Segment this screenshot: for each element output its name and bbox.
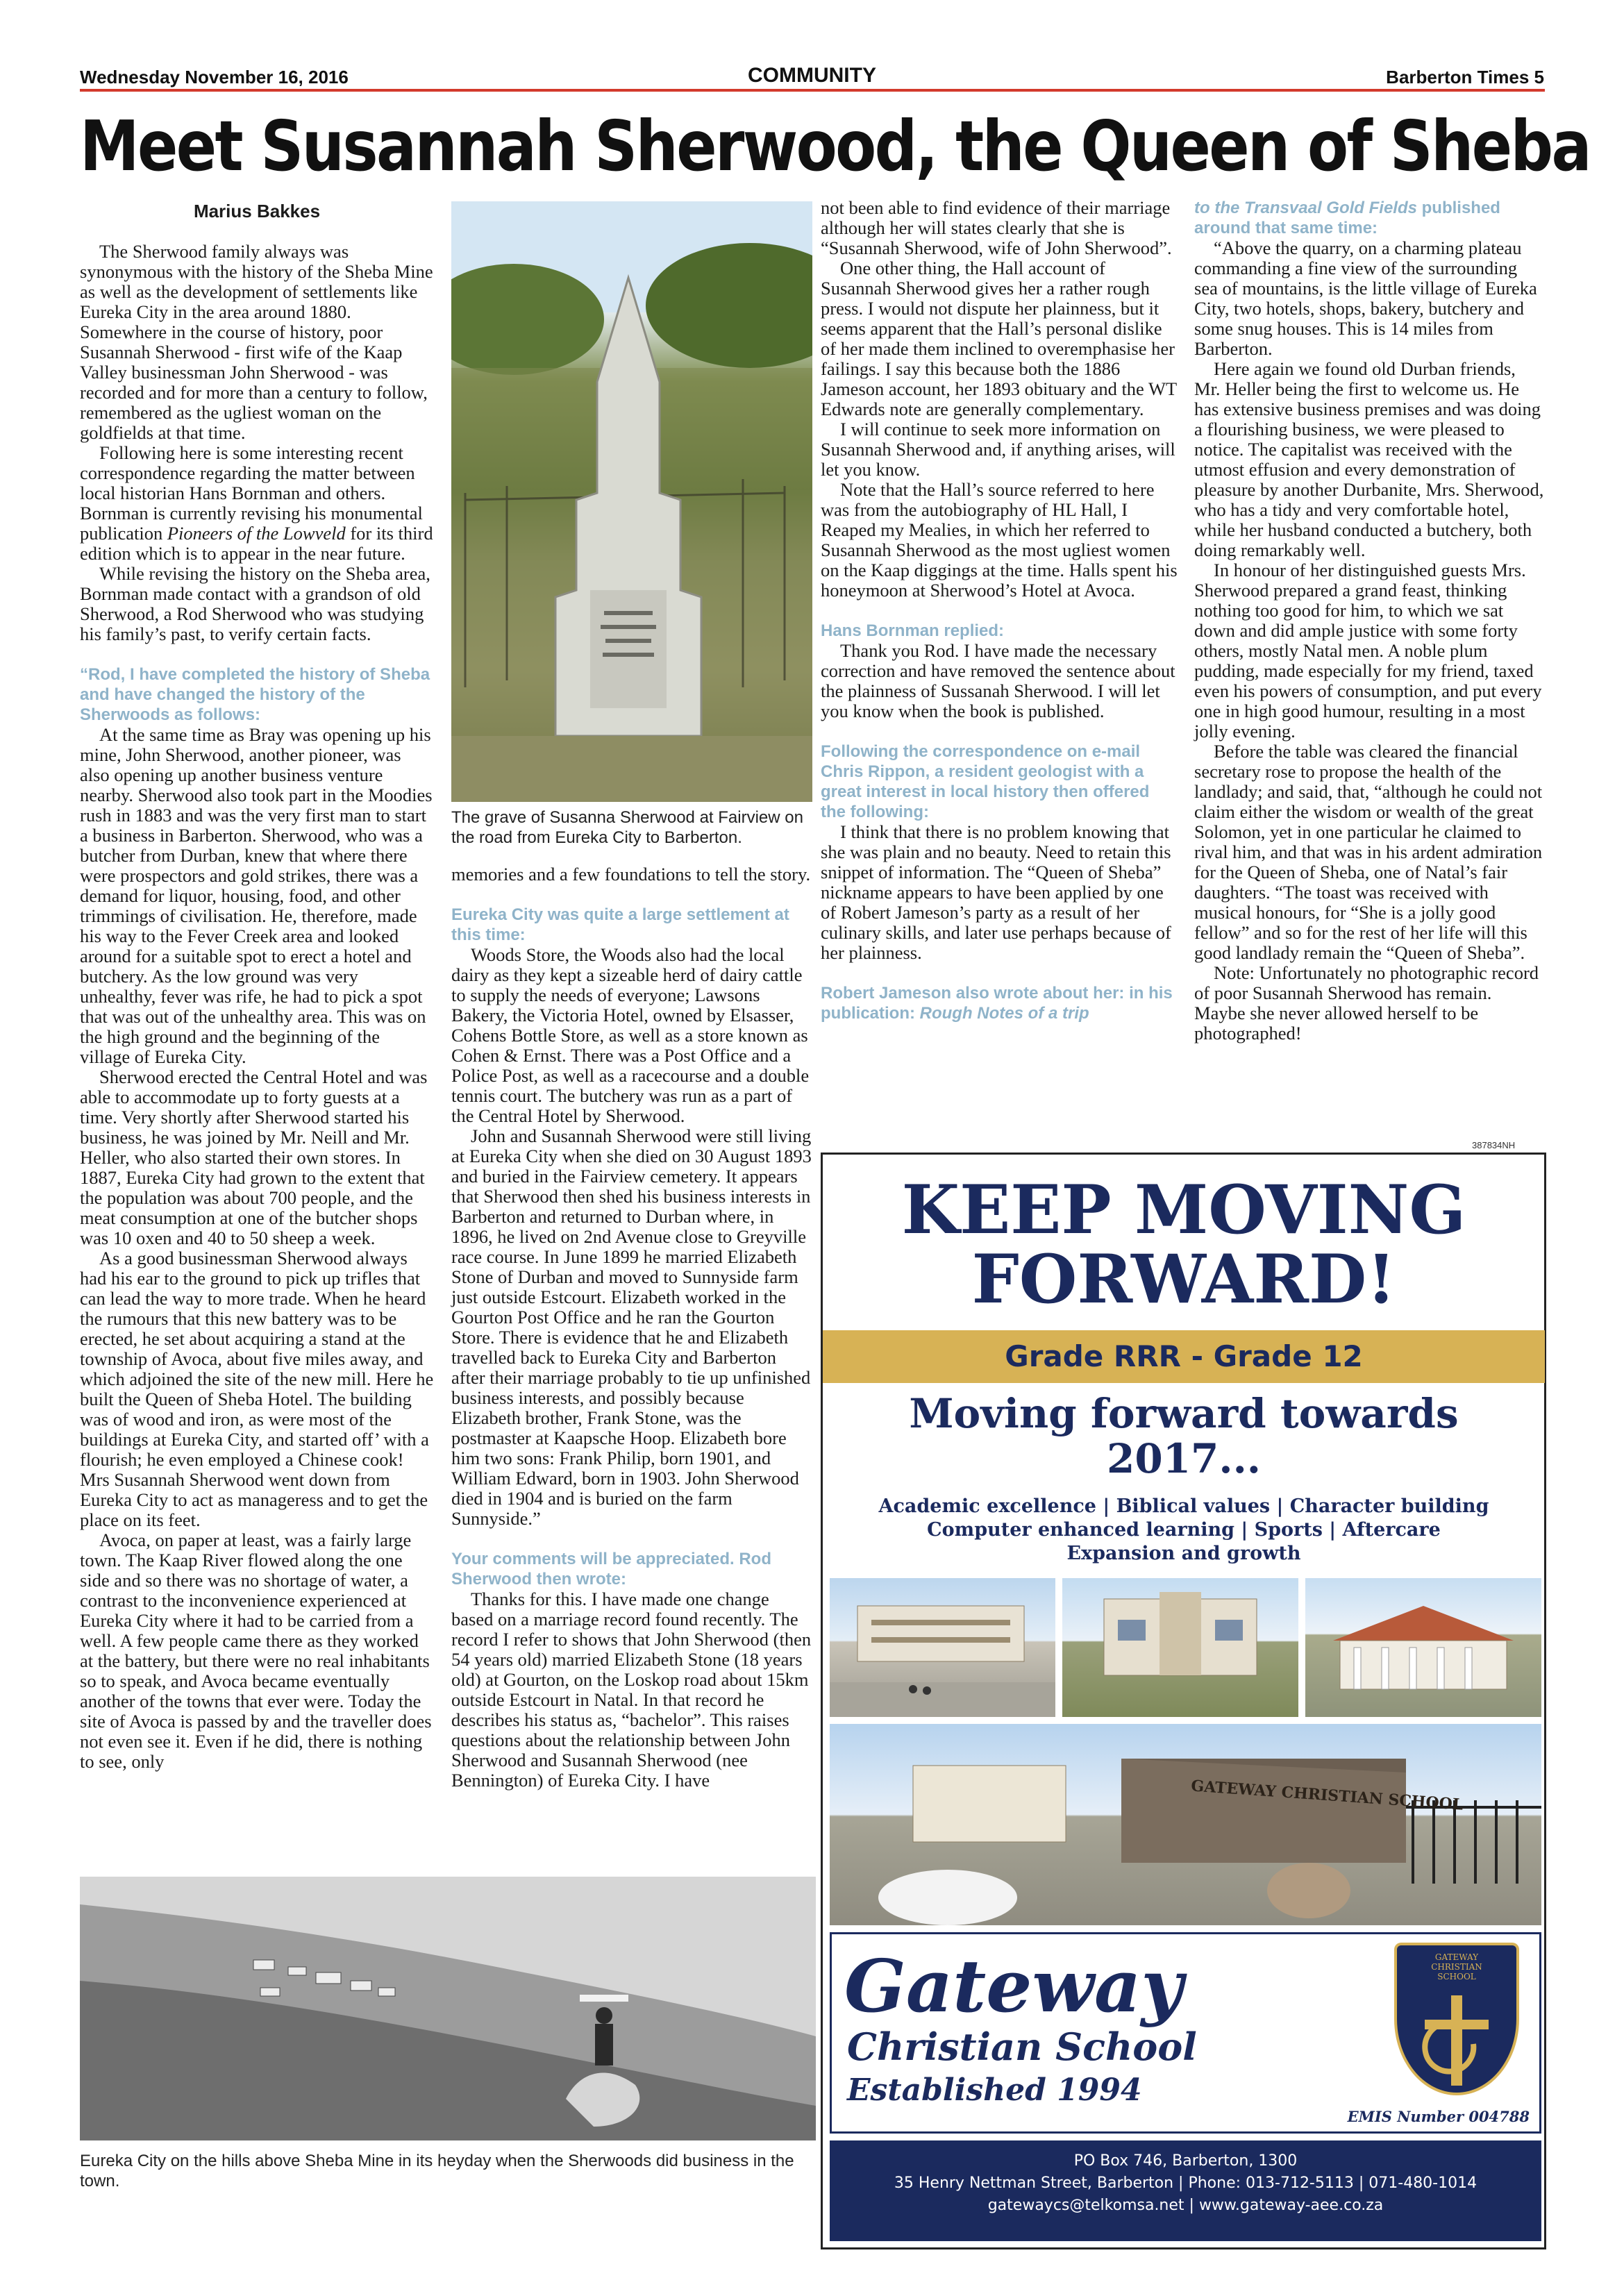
column-3 xyxy=(821,198,1178,1023)
eureka-caption: Eureka City on the hills above Sheba Mine in its heyday when the Sherwoods did business in the town. xyxy=(80,2152,794,2190)
subhead-text: published around that same time: xyxy=(1194,199,1500,237)
subhead: Following the correspondence on e-mail Chris Rippon, a resident geologist with a great interest in local history then offered the following: xyxy=(821,742,1150,821)
book-title: Rough Notes of a trip xyxy=(919,1004,1089,1023)
rendering-illustration xyxy=(1305,1578,1541,1717)
paragraph: Woods Store, the Woods also had the local dairy as they kept a sizeable herd of dairy cattle to supply the needs of everyone; Lawsons Bakery, the Victoria Hotel, owned by Elsasser, Cohens Bottle Store, as well as a store known as Cohen & Ernst. There was a Post Office and a Police Post, as well as a racecourse and a double tennis court. The butchery was run as a part of the Central Hotel by Sherwood. xyxy=(451,944,810,1126)
school-gate-rendering xyxy=(830,1724,1541,1925)
school-rendering-2 xyxy=(1062,1578,1298,1717)
paragraph xyxy=(80,443,434,564)
school-name: Gateway xyxy=(844,1943,1183,2029)
paragraph: In honour of her distinguished guests Mrs. Sherwood prepared a grand feast, thinking nothing too good for him, to which we sat down and did ample justice with some forty others, mostly Natal men. A noble plum pudding, made especially for my friend, taxed even his powers of consumption, and put every one in high good humour, resulting in a most jolly evening. xyxy=(1194,560,1542,741)
paragraph: Sherwood erected the Central Hotel and was able to accommodate up to forty guests at a time. Very shortly after Sherwood started his business, he was joined by Mr. Neill and Mr. Heller, who also started their own stores. In 1887, Eureka City had grown to the extent that the population was about 700 people, and the meat consumption at one of the butcher shops was 10 oxen and 40 to 50 sheep a week. xyxy=(80,1066,428,1248)
paragraph: Thanks for this. I have made one change based on a marriage record found recently. The record I refer to shows that John Sherwood (then 54 years old) married Elizabeth Stone (18 years old) at Gourton, on the Loskop road about 15km outside Estcourt in Natal. In that record he describes his status as, “bachelor”. This raises questions about the relationship between John Sherwood and Susannah Sherwood (nee Bennington) of Eureka City. I have xyxy=(451,1589,812,1791)
eureka-city-photo xyxy=(80,1877,816,2140)
book-title: to the Transvaal Gold Fields xyxy=(1194,199,1417,217)
eureka-illustration xyxy=(80,1877,816,2140)
emis-number: EMIS Number 004788 xyxy=(1347,2108,1530,2125)
rendering-illustration xyxy=(830,1578,1055,1717)
subhead: “Rod, I have completed the history of Sheba and have changed the history of the Sherwoods as follows: xyxy=(80,665,430,724)
paragraph: As a good businessman Sherwood always had his ear to the ground to pick up trifles that can lead the way to more trade. When he heard the rumours that this new battery was to be erected, he set about acquiring a stand at the township of Avoca, about five miles away, and which adjoined the site of the new mill. Here he built the Queen of Sheba Hotel. The building was of wood and iron, as were most of the buildings at Eureka City, and started off’ with a flourish; he even employed a Chinese cook! Mrs Susannah Sherwood went down from Eureka City to act as manageress and to get the place on its feet. xyxy=(80,1248,434,1530)
grave-caption: The grave of Susanna Sherwood at Fairview on the road from Eureka City to Barberton. xyxy=(451,808,803,847)
grade-band: Grade RRR - Grade 12 xyxy=(823,1330,1545,1383)
grave-photo xyxy=(451,201,812,802)
cross-icon xyxy=(1397,1981,1516,2100)
email-web: gatewaycs@telkomsa.net | www.gateway-aee.co.za xyxy=(987,2197,1384,2214)
street-phone: 35 Henry Nettman Street, Barberton | Phone: 013-712-5113 | 071-480-1014 xyxy=(894,2175,1477,2192)
paragraph: memories and a few foundations to tell the story. xyxy=(451,864,811,885)
subhead: Hans Bornman replied: xyxy=(821,621,1005,640)
ad-subhead-2: 2017... xyxy=(1106,1435,1261,1482)
paragraph: Thank you Rod. I have made the necessary correction and have removed the sentence about the plainness of Sussanah Sherwood. I will let you know when the book is published. xyxy=(821,640,1175,721)
paragraph: At the same time as Bray was opening up his mine, John Sherwood, another pioneer, was also opening up another business venture nearby. Sherwood also took part in the Moodies rush in 1883 and was the very first man to start a business in Barberton. Sherwood, who was a butcher from Durban, knew that where there were prospectors and gold strikes, there was a demand for liquor, housing, food, and other trimmings of civilisation. He, therefore, made his way to the Fever Creek area and looked around for a suitable spot to erect a hotel and butchery. As the low ground was very unhealthy, fever was rife, he had to pick a spot that was out of the unhealthy area. This was on the high ground and the beginning of the village of Eureka City. xyxy=(80,724,433,1067)
postal-address: PO Box 746, Barberton, 1300 xyxy=(1073,2152,1298,2170)
paragraph: I will continue to seek more information on Susannah Sherwood and, if anything arises, will let you know. xyxy=(821,419,1175,480)
ad-contact-footer xyxy=(830,2140,1541,2241)
subhead xyxy=(1194,198,1545,238)
column-2 xyxy=(451,864,812,1791)
school-type: Christian School xyxy=(847,2025,1197,2069)
paragraph: One other thing, the Hall account of Susannah Sherwood gives her a rather rough press. I would not dispute her plainness, but it seems apparent that the Hall’s personal dislike of her made them inclined to overemphasise her failings. I say this because both the 1886 Jameson account, her 1893 obituary and the WT Edwards note are generally complementary. xyxy=(821,258,1177,419)
subhead xyxy=(821,983,1178,1023)
crest-text: GATEWAY CHRISTIAN SCHOOL xyxy=(1431,1952,1482,1981)
paragraph: Here again we found old Durban friends, Mr. Heller being the first to welcome us. He has extensive business premises and was doing a flourishing business, we were pleased to notice. The capitalist was received with the utmost effusion and every demonstration of pleasure by another Durbanite, Mrs. Sherwood, who has a tidy and very comfortable hotel, while her husband conducted a butchery, both doing remarkably well. xyxy=(1194,358,1544,560)
ad-headline-1: KEEP MOVING xyxy=(901,1171,1466,1249)
paragraph: Avoca, on paper at least, was a fairly large town. The Kaap River flowed along the one side and so there was no shortage of water, a contrast to the inconvenience experienced at Eureka City where it had to be carried from a well. A few people came there as they worked at the battery, but there were no real inhabitants so to speak, and Avoca became eventually another of the towns that ever were. Today the site of Avoca is passed by and the traveller does not even see it. Even if he did, there is nothing to see, only xyxy=(80,1530,432,1772)
paragraph: John and Susannah Sherwood were still living at Eureka City when she died on 30 August 1893 and buried in the Fairview cemetery. It appears that Sherwood then shed his business interests in Barberton and returned to Durban where, in 1896, he lived on 2nd Avenue close to Greyville race course. In June 1899 he married Elizabeth Stone of Durban and moved to Sunnyside farm just outside Estcourt. Elizabeth worked in the Gourton Post Office and he ran the Gourton Store. There is evidence that he and Elizabeth travelled back to Eureka City and Barberton after their marriage probably to tie up unfinished business interests, and possibly because Elizabeth brother, Frank Stone, was the postmaster at Kaapsche Hoop. Elizabeth bore him two sons: Frank Philip, born 1901, and William Edward, born in 1903. John Sherwood died in 1904 and is buried on the farm Sunnyside.” xyxy=(451,1125,812,1529)
paragraph: Note: Unfortunately no photographic record of poor Susannah Sherwood has remain. Maybe she never allowed herself to be photographed! xyxy=(1194,962,1539,1044)
school-crest xyxy=(1394,1943,1519,2095)
paragraph: “Above the quarry, on a charming plateau commanding a fine view of the surrounding sea of mountains, is the little village of Eureka City, two hotels, shops, bakery, butchery and some snug houses. This is 14 miles from Barberton. xyxy=(1194,237,1537,359)
paragraph: Note that the Hall’s source referred to here was from the autobiography of HL Hall, I Reaped my Mealies, in which her referred to Susannah Sherwood as the most ugliest women on the Kaap diggings at the time. Halls spent his honeymoon at Sherwood’s Hotel at Avoca. xyxy=(821,479,1178,601)
established: Established 1994 xyxy=(847,2072,1142,2108)
grave-illustration xyxy=(451,201,812,802)
paragraph: The Sherwood family always was synonymous with the history of the Sheba Mine as well as the development of settlements like Eureka City in the area around 1880. Somewhere in the course of history, poor Susannah Sherwood - first wife of the Kaap Valley businessman John Sherwood - was recorded and for more than a century to follow, remembered as the ugliest woman on the goldfields at that time. xyxy=(80,241,433,443)
page-label: Barberton Times 5 xyxy=(1386,67,1544,87)
byline: Marius Bakkes xyxy=(193,201,321,221)
school-advertisement xyxy=(821,1153,1546,2249)
ad-subhead-1: Moving forward towards xyxy=(909,1390,1459,1437)
ad-programs-line: Computer enhanced learning | Sports | Aftercare xyxy=(927,1519,1441,1541)
school-rendering-1 xyxy=(830,1578,1055,1717)
subhead: Your comments will be appreciated. Rod Sherwood then wrote: xyxy=(451,1550,771,1589)
paragraph: While revising the history on the Sheba area, Bornman made contact with a grandson of old Sherwood, a Rod Sherwood who was studying his family’s past, to verify certain facts. xyxy=(80,563,430,644)
column-1 xyxy=(80,201,434,1772)
ad-code: 387834NH xyxy=(1472,1140,1516,1150)
rendering-illustration xyxy=(1062,1578,1298,1717)
gate-sign: GATEWAY CHRISTIAN SCHOOL xyxy=(1190,1777,1464,1814)
subhead-text: Robert Jameson also wrote about her: in his publication: xyxy=(821,984,1173,1023)
paragraph: I think that there is no problem knowing that she was plain and no beauty. Need to retain this snippet of information. The “Queen of Sheba” nickname appears to have been applied by one of Robert Jameson’s party as a result of her culinary skills, and later use perhaps because of her plainness. xyxy=(821,821,1171,963)
header-rule xyxy=(80,89,1545,92)
ad-values-line: Academic excellence | Biblical values | Character building xyxy=(878,1495,1489,1517)
school-rendering-3 xyxy=(1305,1578,1541,1717)
issue-date: Wednesday November 16, 2016 xyxy=(80,67,349,87)
ad-growth-line: Expansion and growth xyxy=(1066,1543,1301,1564)
paragraph: Before the table was cleared the financial secretary rose to propose the health of the landlady; and said, that, “although he could not claim either the wisdom or wealth of the great Solomon, yet in one particular he claimed to rival him, and that was in his ardent admiration for the Queen of Sheba, one of Natal’s fair daughters. “The toast was received with musical honours, for “She is a jolly good fellow” and so for the rest of her life will this good landlady remain the “Queen of Sheba”. xyxy=(1194,741,1543,963)
text: Following here is some interesting recent correspondence regarding the matter between local historian Hans Bornman and others. Bornman is currently revising his monumental publication xyxy=(80,442,423,544)
school-logo-area xyxy=(830,1932,1541,2134)
subhead: Eureka City was quite a large settlement at this time: xyxy=(451,905,789,944)
paragraph: not been able to find evidence of their marriage although her will states clearly that she is “Susannah Sherwood, wife of John Sherwood”. xyxy=(821,197,1172,258)
gate-illustration xyxy=(830,1724,1541,1925)
text: for its third edition which is to appear in the near future. xyxy=(80,523,433,564)
ad-headline-2: FORWARD! xyxy=(971,1240,1396,1318)
headline: Meet Susannah Sherwood, the Queen of Sheba xyxy=(80,106,1590,187)
column-4 xyxy=(1194,198,1545,1044)
section-label: COMMUNITY xyxy=(748,64,876,87)
book-title: Pioneers of the Lowveld xyxy=(167,523,346,544)
